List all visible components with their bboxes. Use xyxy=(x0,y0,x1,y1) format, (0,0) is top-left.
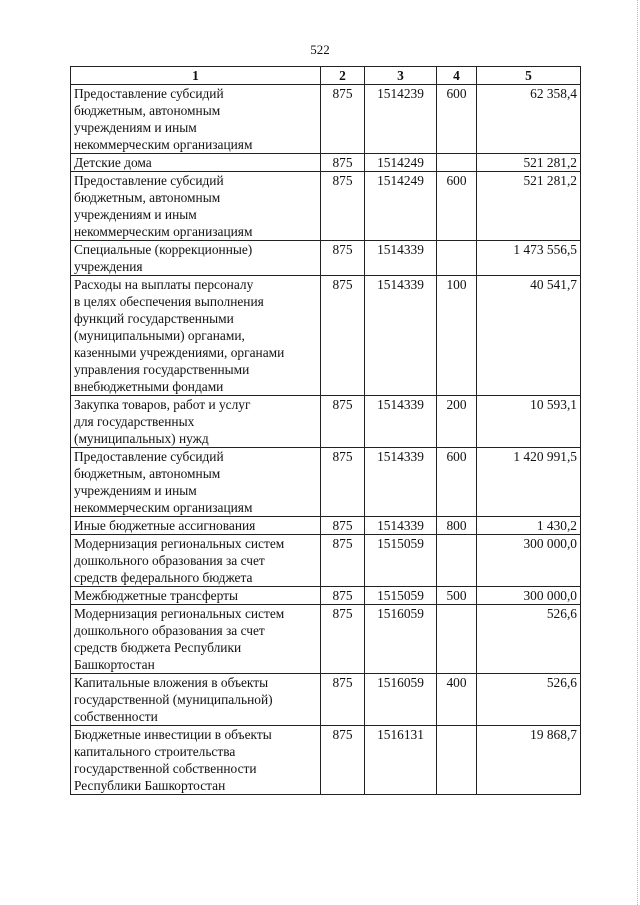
table-row xyxy=(71,172,581,241)
table-row xyxy=(71,605,581,674)
header-col-1: 1 xyxy=(71,67,321,85)
table-row xyxy=(71,517,581,535)
row-amount: 62 358,4 xyxy=(477,85,581,154)
table-row xyxy=(71,726,581,795)
row-article: 1514339 xyxy=(365,276,437,396)
row-article: 1514339 xyxy=(365,448,437,517)
row-article: 1516131 xyxy=(365,726,437,795)
row-article: 1516059 xyxy=(365,605,437,674)
table-row xyxy=(71,674,581,726)
row-article: 1514239 xyxy=(365,85,437,154)
row-code: 875 xyxy=(321,85,365,154)
row-amount: 526,6 xyxy=(477,605,581,674)
header-col-4: 4 xyxy=(437,67,477,85)
row-code: 875 xyxy=(321,172,365,241)
row-article: 1514339 xyxy=(365,241,437,276)
row-expense-type xyxy=(437,154,477,172)
row-expense-type xyxy=(437,605,477,674)
page-number: 522 xyxy=(310,42,330,57)
table-row xyxy=(71,154,581,172)
row-code: 875 xyxy=(321,726,365,795)
row-amount: 1 420 991,5 xyxy=(477,448,581,517)
row-name: Бюджетные инвестиции в объекты капитального строительства государственной собственности Республики Башкортостан xyxy=(71,726,321,795)
row-name: Капитальные вложения в объекты государственной (муниципальной) собственности xyxy=(71,674,321,726)
row-amount: 19 868,7 xyxy=(477,726,581,795)
row-article: 1516059 xyxy=(365,674,437,726)
row-expense-type: 600 xyxy=(437,85,477,154)
row-code: 875 xyxy=(321,535,365,587)
row-amount: 1 430,2 xyxy=(477,517,581,535)
row-article: 1514339 xyxy=(365,517,437,535)
row-name: Расходы на выплаты персоналу в целях обеспечения выполнения функций государственными (муниципальными) органами, казенными учреждениями, органами управления государственными внебюджетными фондами xyxy=(71,276,321,396)
row-name: Предоставление субсидий бюджетным, автономным учреждениям и иным некоммерческим организациям xyxy=(71,85,321,154)
row-name: Межбюджетные трансферты xyxy=(71,587,321,605)
row-amount: 526,6 xyxy=(477,674,581,726)
row-code: 875 xyxy=(321,241,365,276)
row-expense-type: 500 xyxy=(437,587,477,605)
row-expense-type: 200 xyxy=(437,396,477,448)
header-col-5: 5 xyxy=(477,67,581,85)
row-amount: 521 281,2 xyxy=(477,172,581,241)
table-row xyxy=(71,587,581,605)
table-row xyxy=(71,396,581,448)
row-expense-type xyxy=(437,241,477,276)
budget-table xyxy=(70,66,580,795)
row-name: Модернизация региональных систем дошкольного образования за счет средств федерального бюджета xyxy=(71,535,321,587)
scan-edge-line xyxy=(636,0,638,905)
row-code: 875 xyxy=(321,154,365,172)
row-article: 1515059 xyxy=(365,535,437,587)
row-code: 875 xyxy=(321,276,365,396)
table-row xyxy=(71,85,581,154)
row-expense-type xyxy=(437,535,477,587)
row-amount: 1 473 556,5 xyxy=(477,241,581,276)
row-article: 1514249 xyxy=(365,172,437,241)
row-expense-type: 600 xyxy=(437,172,477,241)
row-expense-type xyxy=(437,726,477,795)
table-header-row xyxy=(71,67,581,85)
row-name: Модернизация региональных систем дошкольного образования за счет средств бюджета Республики Башкортостан xyxy=(71,605,321,674)
table-row xyxy=(71,241,581,276)
row-name: Предоставление субсидий бюджетным, автономным учреждениям и иным некоммерческим организациям xyxy=(71,448,321,517)
row-name: Специальные (коррекционные) учреждения xyxy=(71,241,321,276)
table-row xyxy=(71,535,581,587)
table-body xyxy=(71,85,581,795)
row-amount: 300 000,0 xyxy=(477,535,581,587)
row-name: Детские дома xyxy=(71,154,321,172)
row-amount: 40 541,7 xyxy=(477,276,581,396)
row-expense-type: 100 xyxy=(437,276,477,396)
budget-table-grid xyxy=(70,66,581,795)
row-article: 1515059 xyxy=(365,587,437,605)
table-row xyxy=(71,448,581,517)
row-expense-type: 400 xyxy=(437,674,477,726)
table-row xyxy=(71,276,581,396)
row-amount: 521 281,2 xyxy=(477,154,581,172)
row-code: 875 xyxy=(321,587,365,605)
row-expense-type: 800 xyxy=(437,517,477,535)
row-expense-type: 600 xyxy=(437,448,477,517)
row-amount: 10 593,1 xyxy=(477,396,581,448)
row-name: Закупка товаров, работ и услуг для государственных (муниципальных) нужд xyxy=(71,396,321,448)
header-col-3: 3 xyxy=(365,67,437,85)
row-code: 875 xyxy=(321,448,365,517)
row-article: 1514339 xyxy=(365,396,437,448)
row-article: 1514249 xyxy=(365,154,437,172)
header-col-2: 2 xyxy=(321,67,365,85)
row-code: 875 xyxy=(321,605,365,674)
row-name: Предоставление субсидий бюджетным, автономным учреждениям и иным некоммерческим организациям xyxy=(71,172,321,241)
row-code: 875 xyxy=(321,396,365,448)
row-code: 875 xyxy=(321,517,365,535)
row-amount: 300 000,0 xyxy=(477,587,581,605)
row-name: Иные бюджетные ассигнования xyxy=(71,517,321,535)
row-code: 875 xyxy=(321,674,365,726)
